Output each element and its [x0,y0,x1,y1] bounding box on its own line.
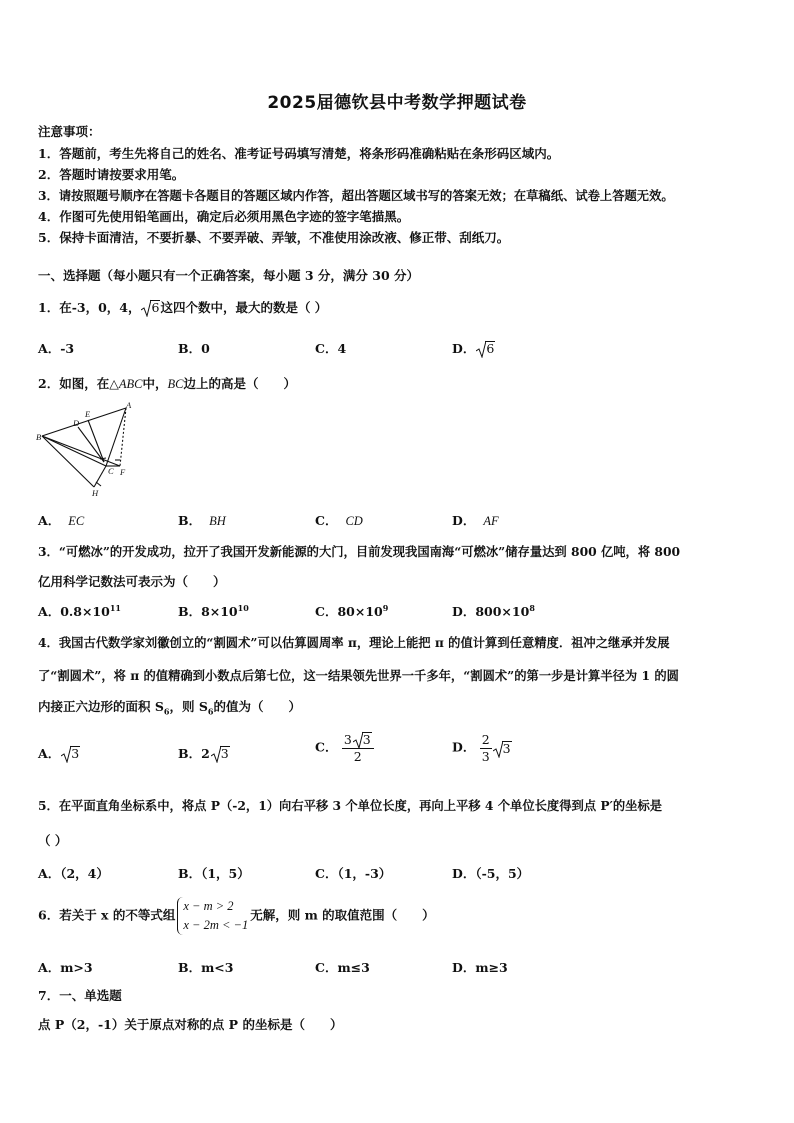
option-value: CD [345,514,363,528]
option-a [38,744,80,762]
fraction-numerator [342,732,374,749]
option-b: B．m<3 [178,960,234,975]
option-b [178,744,230,762]
subscript: 6 [163,706,170,717]
option-label: B．2 [178,746,210,761]
option-letter: B． [178,513,202,528]
question-4-line-3 [38,697,301,717]
option-d: D．（-5，5） [452,866,530,881]
option-c: C．m≤3 [315,960,370,975]
inequality-system [177,897,248,935]
notice-item: 4．作图可先使用铅笔画出，确定后必须用黑色字迹的签字笔描黑。 [38,209,410,224]
option-value: AF [483,514,499,528]
option-label: D． [452,739,476,755]
notice-item: 1．答题前，考生先将自己的姓名、准考证号码填写清楚，将条形码准确粘贴在条形码区域内。 [38,146,560,161]
option-b: B．0 [178,341,210,356]
radicand: 3 [362,732,371,747]
option-value: BH [209,514,226,528]
radicand: 3 [71,746,80,761]
label-d: D [73,418,80,428]
q6-text-post: 无解，则 m 的取值范围（ ） [250,907,435,923]
option-d [452,339,495,357]
option-a: A．m>3 [38,960,93,975]
label-e: E [85,409,91,419]
option-d [452,511,499,529]
question-4-line-2: 了“割圆术”，将 π 的值精确到小数点后第七位，这一结果领先世界一千多年，“割圆术”的第一步是计算半径为 1 的圆 [38,668,679,683]
sqrt-symbol [493,741,512,756]
inequality-2: x − 2m < −1 [183,917,249,932]
triangle-name: △ABC [109,377,143,391]
option-c [315,511,363,529]
option-b [178,602,249,620]
option-label: D． [452,341,476,356]
notice-item: 2．答题时请按要求用笔。 [38,167,185,182]
q4-text: 的值为（ ） [213,699,301,714]
fraction [480,732,492,764]
q4-text: ，则 S [169,699,208,714]
radicand: 6 [486,341,495,356]
question-4-line-1: 4．我国古代数学家刘徽创立的“割圆术”可以估算圆周率 π，理论上能把 π 的值计算到任意精度．祖冲之继承并发展 [38,635,670,650]
sqrt-symbol [61,746,80,761]
option-letter: A． [38,513,61,528]
question-1 [38,298,327,316]
option-d [452,732,512,764]
option-letter: D． [452,513,476,528]
question-2 [38,374,296,392]
option-c [315,732,374,764]
label-b: B [36,432,42,442]
option-letter: C． [315,513,338,528]
question-3-line-2: 亿用科学记数法可表示为（ ） [38,574,226,589]
option-label: A． [38,746,61,761]
q1-text-pre: 1．在-3，0，4， [38,300,141,315]
radicand: 3 [220,746,229,761]
q2-text-post: 边上的高是（ ） [183,376,296,391]
option-c: C．4 [315,341,347,356]
sqrt-symbol [476,341,495,356]
radicand: 3 [502,740,511,756]
subscript: 6 [207,706,214,717]
option-label: A．0.8×10 [38,604,110,619]
q2-text-pre: 2．如图，在 [38,376,110,391]
notice-item: 5．保持卡面清洁，不要折暴、不要弄破、弄皱，不准使用涂改液、修正带、刮纸刀。 [38,230,510,245]
side-name: BC [167,377,184,391]
option-b [178,511,226,529]
exponent: 11 [109,602,121,613]
question-6 [38,897,435,935]
option-value: EC [68,514,85,528]
triangle-figure [36,402,136,498]
inequality-1: x − m > 2 [183,899,234,913]
fraction-denominator: 2 [353,748,362,764]
label-c: C [108,466,114,476]
section-heading: 一、选择题（每小题只有一个正确答案，每小题 3 分，满分 30 分） [38,268,420,283]
exponent: 9 [382,602,389,613]
label-a: A [126,402,132,410]
fraction-numerator: 2 [481,732,490,747]
label-f: F [120,467,126,477]
question-7-header: 7．一、单选题 [38,988,122,1003]
q2-text-mid: 中， [142,376,168,391]
option-a: A．-3 [38,341,75,356]
option-d: D．m≥3 [452,960,508,975]
question-7-text: 点 P（2，-1）关于原点对称的点 P 的坐标是（ ） [38,1017,343,1032]
q6-text-pre: 6．若关于 x 的不等式组 [38,907,176,923]
option-label: C． [315,739,338,755]
option-a: A．（2，4） [38,866,109,881]
sqrt-symbol [353,732,372,748]
coefficient: 3 [343,732,352,747]
option-d [452,602,535,620]
option-c [315,602,388,620]
label-h: H [92,488,99,498]
option-a [38,511,84,529]
exponent: 8 [529,602,535,613]
question-5-line-2: （ ） [38,833,68,848]
option-label: C．80×10 [315,604,383,619]
sqrt-symbol [141,300,160,315]
option-c: C．（1，-3） [315,866,392,881]
radicand: 6 [151,300,160,315]
option-b: B．（1，5） [178,866,250,881]
option-label: B．8×10 [178,604,238,619]
exponent: 10 [237,602,249,613]
option-label: D．800×10 [452,604,530,619]
q4-text: 内接正六边形的面积 S [38,699,164,714]
fraction-denominator: 3 [481,748,490,764]
notice-heading: 注意事项： [38,124,101,139]
sqrt-symbol [211,746,230,761]
option-a [38,602,121,620]
question-5-line-1: 5．在平面直角坐标系中，将点 P（-2，1）向右平移 3 个单位长度，再向上平移 4 个单位长度得到点 P′的坐标是 [38,798,663,813]
q1-text-post: 这四个数中，最大的数是（ ） [160,300,328,315]
page-title: 2025届德钦县中考数学押题试卷 [267,93,527,113]
question-3-line-1: 3．“可燃冰”的开发成功，拉开了我国开发新能源的大门，目前发现我国南海“可燃冰”储存量达到 800 亿吨，将 800 [38,544,681,559]
notice-item: 3．请按照题号顺序在答题卡各题目的答题区域内作答，超出答题区域书写的答案无效；在草稿纸、试卷上答题无效。 [38,188,674,203]
fraction [342,732,374,764]
